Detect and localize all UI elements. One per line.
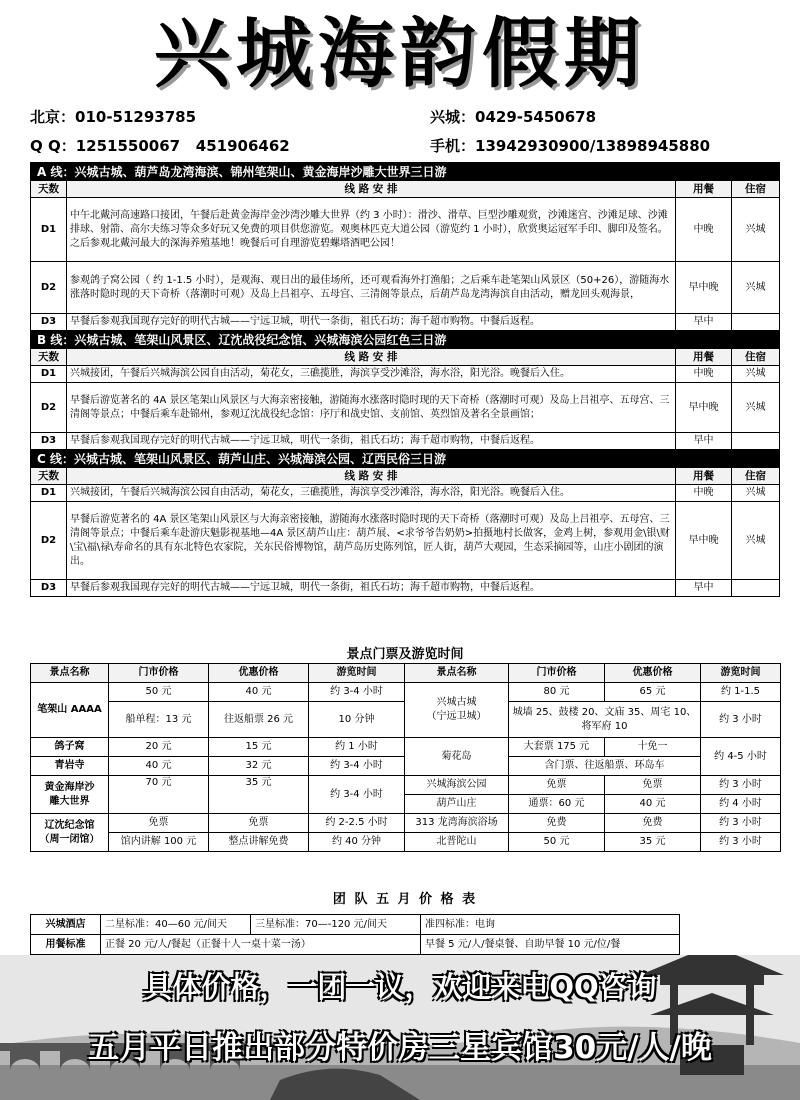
qingyan-time: 约 3-4 小时 bbox=[309, 757, 405, 776]
gezi-name: 鸽子窝 bbox=[31, 738, 109, 757]
tickets-header-price-r: 门市价格 bbox=[509, 664, 605, 683]
route-a-d1-meal: 中晚 bbox=[675, 198, 731, 262]
longwan-time: 约 3 小时 bbox=[701, 814, 781, 833]
huangjin-price: 70 元 bbox=[109, 776, 209, 814]
beipu-price: 50 元 bbox=[509, 833, 605, 852]
route-c-d3-day: D3 bbox=[31, 580, 67, 597]
header-days-c: 天数 bbox=[31, 468, 67, 485]
brochure-title: 兴城海韵假期 bbox=[154, 9, 646, 98]
haibin-discount: 免票 bbox=[605, 776, 701, 795]
juhua-includes: 含门票、往返船票、环岛车 bbox=[509, 757, 701, 776]
xingcheng-phone: 0429-5450678 bbox=[475, 108, 597, 126]
route-b-d2-day: D2 bbox=[31, 383, 67, 433]
route-b-d1-day: D1 bbox=[31, 366, 67, 383]
hulu-time: 约 4 小时 bbox=[701, 795, 781, 814]
longwan-discount: 免费 bbox=[605, 814, 701, 833]
mobile-label: 手机： bbox=[430, 137, 476, 155]
huangjin-time: 约 3-4 小时 bbox=[309, 776, 405, 814]
route-b-d1-stay: 兴城 bbox=[731, 366, 779, 383]
route-b-d3-meal: 早中 bbox=[675, 433, 731, 450]
route-a-d2-meal: 早中晚 bbox=[675, 262, 731, 314]
qq-contact bbox=[30, 135, 290, 156]
bijiashan-discount: 40 元 bbox=[209, 683, 309, 702]
juhua-discount: 十免一 bbox=[605, 738, 701, 757]
huangjin-name-line1: 黄金海岸沙 bbox=[44, 781, 95, 793]
mobile-numbers: 13942930900/13898945880 bbox=[475, 137, 711, 155]
beipu-time: 约 3 小时 bbox=[701, 833, 781, 852]
liaoshen-name-line1: 辽沈纪念馆 bbox=[44, 819, 95, 831]
hotel-3star: 三星标准：70—-120 元/间天 bbox=[251, 915, 421, 935]
header-meals-b: 用餐 bbox=[675, 349, 731, 366]
route-c-d1-day: D1 bbox=[31, 485, 67, 502]
bijiashan-name: 笔架山 AAAA bbox=[31, 683, 109, 738]
boat-single: 船单程：13 元 bbox=[109, 702, 209, 738]
route-c-d1-meal: 中晚 bbox=[675, 485, 731, 502]
beijing-phone: 010-51293785 bbox=[75, 108, 197, 126]
route-b-d3-stay bbox=[731, 433, 779, 450]
header-meals: 用餐 bbox=[675, 181, 731, 198]
route-b-d1-meal: 中晚 bbox=[675, 366, 731, 383]
hotel-label: 兴城酒店 bbox=[31, 915, 101, 935]
liaoshen-price: 免票 bbox=[109, 814, 209, 833]
route-a-d2-desc: 参观鸽子窝公园（ 约 1-1.5 小时），是观海、观日出的最佳场所，还可观看海外打渔船；之后乘车赴笔架山风景区（50+26），游随海水涨落时隐时现的天下奇桥（落潮时可观）及岛上吕祖亭、五母宫、三清阁等景点，后葫芦岛龙湾海滨自由活动，赠龙回头观海景， bbox=[67, 262, 676, 314]
route-a-d1-desc: 中午北戴河高速路口接团，午餐后赴黄金海岸金沙湾沙雕大世界（约 3 小时）：滑沙、滑草、巨型沙雕观赏，沙滩迷宫、沙滩足球、沙滩排球、射箭、高尔夫练习等众多好玩又免费的项目供您游览。观奥林匹克大道公园（游览约 1 小时），欣赏奥运冠军手印、脚印及签名。之后参观北戴河最大的深海养殖基地！晚餐后可自理游览碧螺塔酒吧公园！ bbox=[67, 198, 676, 262]
longwan-price: 免费 bbox=[509, 814, 605, 833]
beijing-contact bbox=[30, 106, 196, 127]
route-b-d3-desc: 早餐后参观我国现存完好的明代古城——宁远卫城，明代一条街，祖氏石坊；海千超市购物，中餐后返程。 bbox=[67, 433, 676, 450]
header-stay-c: 住宿 bbox=[731, 468, 779, 485]
gucheng-name bbox=[405, 683, 509, 738]
hotel-4star: 准四标准：电询 bbox=[421, 915, 680, 935]
gucheng-name-line2: （宁远卫城） bbox=[426, 711, 487, 722]
xingcheng-contact bbox=[430, 106, 596, 127]
beipu-name: 北普陀山 bbox=[405, 833, 509, 852]
route-b-title: B 线：兴城古城、笔架山风景区、辽沈战役纪念馆、兴城海滨公园红色三日游 bbox=[31, 331, 780, 349]
juhua-name: 菊花岛 bbox=[405, 738, 509, 776]
hulu-price: 通票：60 元 bbox=[509, 795, 605, 814]
header-route: 线 路 安 排 bbox=[67, 181, 676, 198]
route-c-d2-desc: 早餐后游览著名的 4A 景区笔架山风景区与大海亲密接触，游随海水涨落时隐时现的天下奇桥（落潮时可观）及岛上吕祖亭、五母宫、三清阁等景点；中餐后乘车赴游庆魁影视基地—4A 景区葫芦山庄：葫芦展、<求爷爷告奶奶>拍摄地村长做客，金鸡上树，参观用金\银\财\宝\福\禄\寿命名的具有东北特色农家院，关东民俗博物馆，葫芦岛历史陈列馆，匠人街，葫芦大观园，生态采摘园等，山庄小剧团的演出。 bbox=[67, 502, 676, 580]
tickets-header-time-l: 游览时间 bbox=[309, 664, 405, 683]
qq-label: Q Q： bbox=[30, 137, 76, 155]
route-a-d1-day: D1 bbox=[31, 198, 67, 262]
route-a-d3-meal: 早中 bbox=[675, 314, 731, 331]
juhua-price: 大套票 175 元 bbox=[509, 738, 605, 757]
hulu-name: 葫芦山庄 bbox=[405, 795, 509, 814]
route-a-d3-desc: 早餐后参观我国现存完好的明代古城——宁远卫城，明代一条街，祖氏石坊；海千超市购物。中餐后返程。 bbox=[67, 314, 676, 331]
routes-section bbox=[30, 162, 780, 597]
tickets-header-time-r: 游览时间 bbox=[701, 664, 781, 683]
bijiashan-time: 约 3-4 小时 bbox=[309, 683, 405, 702]
tickets-header-name-l: 景点名称 bbox=[31, 664, 109, 683]
route-b-d2-meal: 早中晚 bbox=[675, 383, 731, 433]
huangjin-discount: 35 元 bbox=[209, 776, 309, 814]
route-b-d2-stay: 兴城 bbox=[731, 383, 779, 433]
route-c-d1-desc: 兴城接团，午餐后兴城海滨公园自由活动，菊花女，三礁揽胜，海滨享受沙滩浴，海水浴，阳光浴。晚餐后入住。 bbox=[67, 485, 676, 502]
routes-table bbox=[30, 162, 780, 597]
route-c-title: C 线：兴城古城、笔架山风景区、葫芦山庄、兴城海滨公园、辽西民俗三日游 bbox=[31, 450, 780, 468]
gucheng-components: 城墙 25、鼓楼 20、文庙 35、周宅 10、将军府 10 bbox=[509, 702, 701, 738]
header-days-b: 天数 bbox=[31, 349, 67, 366]
header-route-c: 线 路 安 排 bbox=[67, 468, 676, 485]
huangjin-name bbox=[31, 776, 109, 814]
route-c-d2-meal: 早中晚 bbox=[675, 502, 731, 580]
tickets-header-discount-r: 优惠价格 bbox=[605, 664, 701, 683]
liaoshen-guide-time: 约 40 分钟 bbox=[309, 833, 405, 852]
route-c-d2-day: D2 bbox=[31, 502, 67, 580]
group-prices-table bbox=[30, 914, 680, 955]
tickets-header-name-r: 景点名称 bbox=[405, 664, 509, 683]
xingcheng-label: 兴城： bbox=[430, 108, 476, 126]
gucheng-price: 80 元 bbox=[509, 683, 605, 702]
route-a-title: A 线：兴城古城、葫芦岛龙湾海滨、锦州笔架山、黄金海岸沙雕大世界三日游 bbox=[31, 163, 780, 181]
liaoshen-guide-free: 整点讲解免费 bbox=[209, 833, 309, 852]
liaoshen-name-line2: （周一闭馆） bbox=[39, 833, 100, 845]
route-b-d2-desc: 早餐后游览著名的 4A 景区笔架山风景区与大海亲密接触，游随海水涨落时隐时现的天下奇桥（落潮时可观）及岛上吕祖亭、五母宫、三清阁等景点；中餐后乘车赴锦州，参观辽沈战役纪念馆：序厅和战史馆、支前馆、英烈馆及著名全景画馆； bbox=[67, 383, 676, 433]
beijing-label: 北京： bbox=[30, 108, 76, 126]
longwan-name: 313 龙湾海滨浴场 bbox=[405, 814, 509, 833]
header-stay-b: 住宿 bbox=[731, 349, 779, 366]
liaoshen-guide-price: 馆内讲解 100 元 bbox=[109, 833, 209, 852]
meal-lunch: 正餐 20 元/人/餐起（正餐十人一桌十菜一汤） bbox=[101, 935, 421, 955]
route-a-d1-stay: 兴城 bbox=[731, 198, 779, 262]
gucheng-time: 约 1-1.5 bbox=[701, 683, 781, 702]
route-b-d1-desc: 兴城接团，午餐后兴城海滨公园自由活动，菊花女，三礁揽胜，海滨享受沙滩浴，海水浴，阳光浴。晚餐后入住。 bbox=[67, 366, 676, 383]
boat-time: 10 分钟 bbox=[309, 702, 405, 738]
gucheng-name-line1: 兴城古城 bbox=[436, 697, 477, 708]
juhua-time: 约 4-5 小时 bbox=[701, 738, 781, 776]
mobile-contact bbox=[430, 135, 710, 156]
header-days: 天数 bbox=[31, 181, 67, 198]
haibin-name: 兴城海滨公园 bbox=[405, 776, 509, 795]
route-c-d3-meal: 早中 bbox=[675, 580, 731, 597]
header-route-b: 线 路 安 排 bbox=[67, 349, 676, 366]
route-a-d2-day: D2 bbox=[31, 262, 67, 314]
meal-label: 用餐标准 bbox=[31, 935, 101, 955]
tickets-title: 景点门票及游览时间 bbox=[346, 647, 464, 662]
route-a-d2-stay: 兴城 bbox=[731, 262, 779, 314]
gezi-discount: 15 元 bbox=[209, 738, 309, 757]
liaoshen-discount: 免票 bbox=[209, 814, 309, 833]
haibin-time: 约 3 小时 bbox=[701, 776, 781, 795]
haibin-price: 免票 bbox=[509, 776, 605, 795]
qingyan-name: 青岩寺 bbox=[31, 757, 109, 776]
hulu-discount: 40 元 bbox=[605, 795, 701, 814]
liaoshen-time: 约 2-2.5 小时 bbox=[309, 814, 405, 833]
gezi-price: 20 元 bbox=[109, 738, 209, 757]
boat-return: 往返船票 26 元 bbox=[209, 702, 309, 738]
route-c-d3-stay bbox=[731, 580, 779, 597]
route-b-d3-day: D3 bbox=[31, 433, 67, 450]
tickets-header-price-l: 门市价格 bbox=[109, 664, 209, 683]
group-prices-title: 团 队 五 月 价 格 表 bbox=[332, 892, 478, 907]
route-a-d3-stay bbox=[731, 314, 779, 331]
header-stay: 住宿 bbox=[731, 181, 779, 198]
hotel-2star: 二星标准：40—60 元/间天 bbox=[101, 915, 251, 935]
qingyan-discount: 32 元 bbox=[209, 757, 309, 776]
route-c-d1-stay: 兴城 bbox=[731, 485, 779, 502]
huangjin-name-line2: 雕大世界 bbox=[49, 795, 90, 807]
route-c-d3-desc: 早餐后参观我国现存完好的明代古城——宁远卫城，明代一条街，祖氏石坊；海千超市购物，中餐后返程。 bbox=[67, 580, 676, 597]
slogan-line-1: 具体价格，一团一议，欢迎来电QQ咨询 bbox=[143, 970, 657, 1004]
liaoshen-name bbox=[31, 814, 109, 852]
gucheng-time-2: 约 3 小时 bbox=[701, 702, 781, 738]
gucheng-discount: 65 元 bbox=[605, 683, 701, 702]
beipu-discount: 35 元 bbox=[605, 833, 701, 852]
bijiashan-price: 50 元 bbox=[109, 683, 209, 702]
gezi-time: 约 1 小时 bbox=[309, 738, 405, 757]
meal-breakfast: 早餐 5 元/人/餐桌餐、自助早餐 10 元/位/餐 bbox=[421, 935, 680, 955]
route-c-d2-stay: 兴城 bbox=[731, 502, 779, 580]
route-a-d3-day: D3 bbox=[31, 314, 67, 331]
qingyan-price: 40 元 bbox=[109, 757, 209, 776]
tickets-table bbox=[30, 663, 781, 852]
tickets-section bbox=[30, 663, 780, 852]
tickets-header-discount-l: 优惠价格 bbox=[209, 664, 309, 683]
slogan-line-2: 五月平日推出部分特价房三星宾馆30元/人/晚 bbox=[88, 1030, 712, 1066]
header-meals-c: 用餐 bbox=[675, 468, 731, 485]
qq-numbers: 1251550067 451906462 bbox=[75, 137, 290, 155]
group-prices-section bbox=[30, 914, 680, 955]
